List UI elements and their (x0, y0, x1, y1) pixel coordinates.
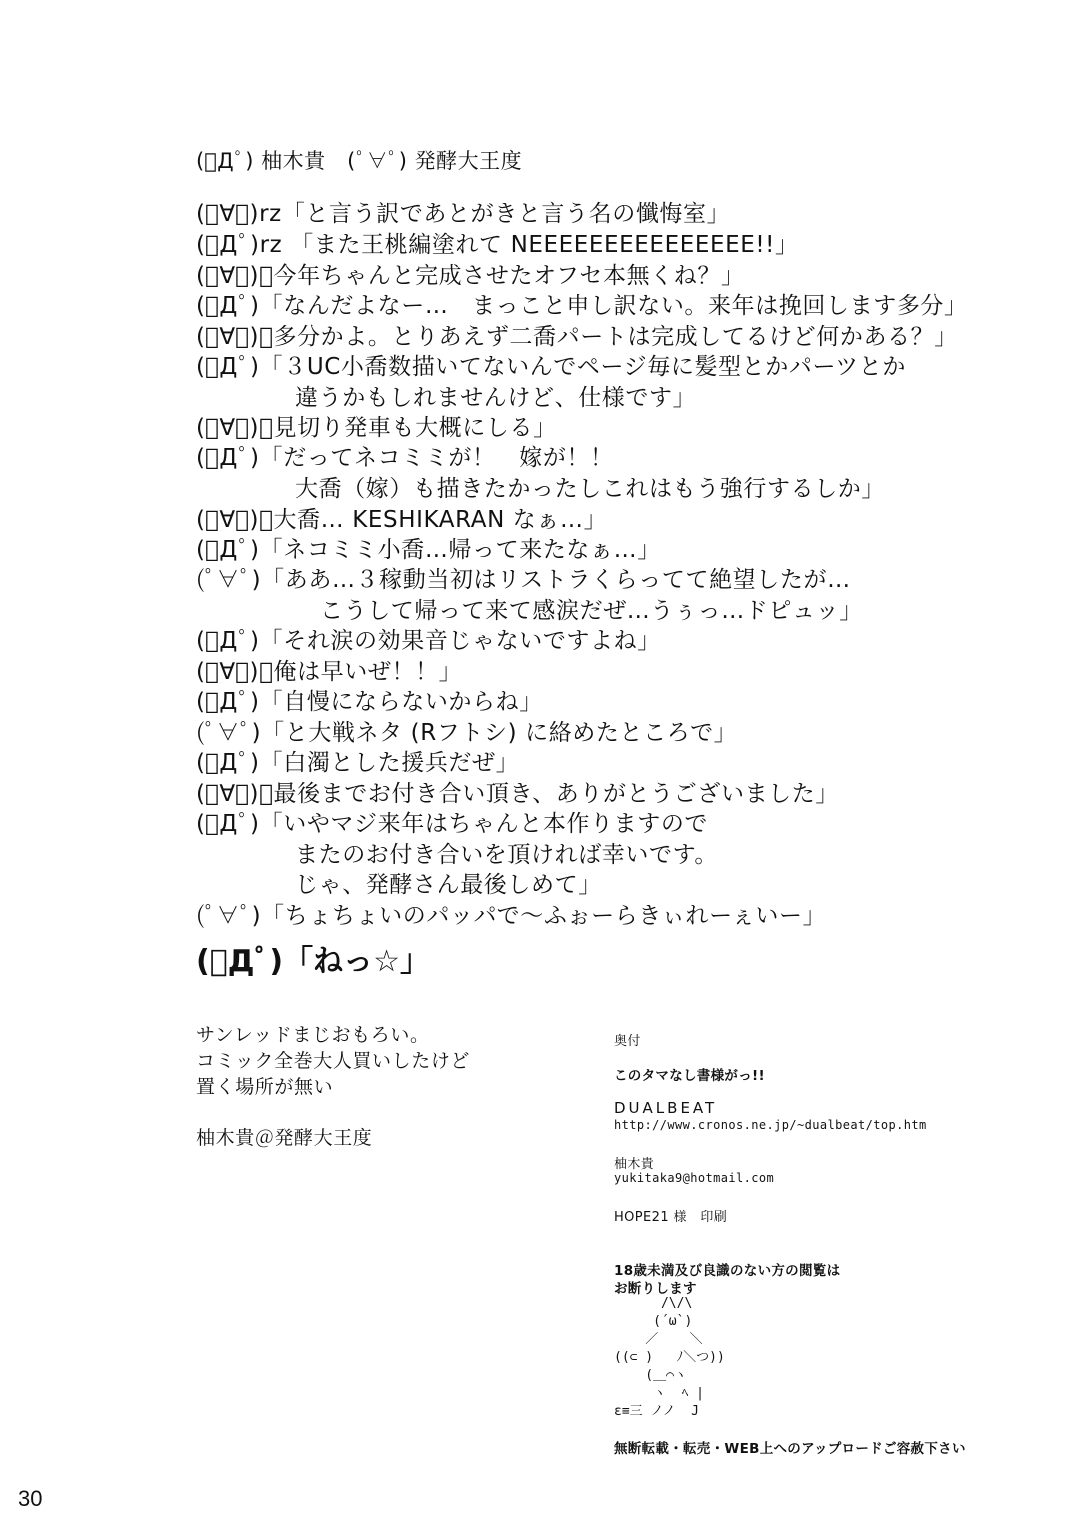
circle-url: http://www.cronos.ne.jp/~dualbeat/top.htm (614, 1118, 927, 1132)
note-line: コミック全巻大人買いしたけど (196, 1050, 471, 1072)
dialog-continuation: 大喬（嫁）も描きたかったしこれはもう強行するしか」 (295, 476, 885, 502)
dialog-line: (ﾟДﾟ)「だってネコミミが！ 嫁が！！ (196, 445, 614, 471)
dialog-continuation: じゃ、発酵さん最後しめて」 (295, 872, 602, 898)
dialog-line: (ﾟ∀ﾟ)「と大戦ネタ (Rフトシ) に絡めたところで」 (196, 720, 738, 746)
credits-header: (ﾟДﾟ) 柚木貴 (ﾟ∀ﾟ) 発酵大王度 (196, 149, 523, 173)
page-number: 30 (18, 1486, 43, 1511)
author-email: yukitaka9@hotmail.com (614, 1171, 775, 1185)
dialog-line: (ﾟДﾟ)「自慢にならないからね」 (196, 689, 543, 715)
finale-line: (ﾟДﾟ)「ねっ☆」 (196, 944, 431, 979)
note-signature: 柚木貴＠発酵大王度 (196, 1127, 373, 1149)
dialog-line: (ﾟ∀ﾟ)「ちょちょいのパッパで～ふぉーらきぃれーぇいー」 (196, 903, 827, 929)
author-name: 柚木貴 (614, 1157, 655, 1172)
colophon-heading: 奥付 (614, 1034, 641, 1049)
dialog-line: (ﾟДﾟ)「いやマジ来年はちゃんと本作りますので (196, 811, 709, 837)
dialog-line: (ﾟДﾟ)「なんだよなー… まっこと申し訳ない。来年は挽回します多分」 (196, 293, 968, 319)
dialog-line: (ﾟ∀ﾟ)「俺は早いぜ！！」 (196, 659, 463, 685)
dialog-line: (ﾟДﾟ)rz 「また王桃編塗れて NEEEEEEEEEEEEEEE!!」 (196, 232, 799, 258)
dialog-continuation: 違うかもしれませんけど、仕様です」 (295, 385, 697, 411)
note-line: サンレッドまじおもろい。 (196, 1024, 430, 1046)
dialog-line: (ﾟ∀ﾟ)「ああ…３稼動当初はリストラくらってて絶望したが… (196, 567, 851, 593)
dialog-line: (ﾟДﾟ)「白濁とした援兵だぜ」 (196, 750, 520, 776)
dialog-line: (ﾟ∀ﾟ)「最後までお付き合い頂き、ありがとうございました」 (196, 781, 839, 807)
dialog-continuation: またのお付き合いを頂ければ幸いです。 (295, 842, 718, 868)
dialog-line: (ﾟДﾟ)「３UC小喬数描いてないんでページ毎に髪型とかパーツとか (196, 354, 906, 380)
circle-name: DUALBEAT (614, 1099, 718, 1117)
ascii-art: /\/\ (´ω`) ／ ＼ ((⊂ ) ﾉ＼つ)) (＿⌒ヽ ヽ ﾍ | ε≡三 ノノ J (614, 1296, 725, 1419)
dialog-line: (ﾟДﾟ)「それ涙の効果音じゃないですよね」 (196, 628, 661, 654)
colophon-title: このタマなし書様がっ!! (614, 1068, 765, 1084)
upload-notice: 無断転載・転売・WEB上へのアップロードご容赦下さい (614, 1441, 966, 1457)
note-line: 置く場所が無い (196, 1076, 334, 1098)
dialog-line: (ﾟДﾟ)「ネコミミ小喬…帰って来たなぁ…」 (196, 537, 661, 563)
printer-credit: HOPE21 様 印刷 (614, 1210, 728, 1225)
dialog-line: (ﾟ∀ﾟ)「今年ちゃんと完成させたオフセ本無くね？」 (196, 263, 745, 289)
dialog-line: (ﾟ∀ﾟ)「見切り発車も大概にしる」 (196, 415, 557, 441)
dialog-line: (ﾟ∀ﾟ)「多分かよ。とりあえず二喬パートは完成してるけど何かある？」 (196, 324, 958, 350)
dialog-line: (ﾟ∀ﾟ)rz「と言う訳であとがきと言う名の懺悔室」 (196, 201, 731, 227)
dialog-continuation: こうして帰って来て感涙だぜ…うぅっ…ドピュッ」 (320, 598, 863, 624)
age-warning-line: 18歳未満及び良識のない方の閲覧は (614, 1263, 841, 1279)
age-warning-line: お断りします (614, 1281, 697, 1297)
dialog-line: (ﾟ∀ﾟ)「大喬… KESHIKARAN なぁ…」 (196, 507, 608, 533)
